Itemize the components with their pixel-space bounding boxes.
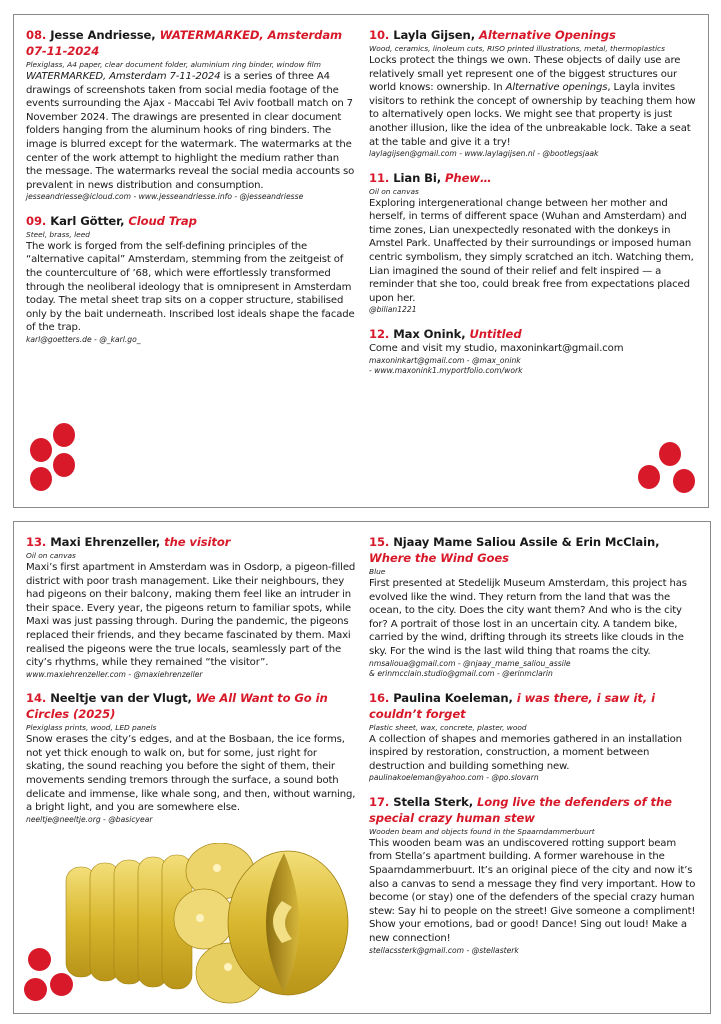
description: First presented at Stedelijk Museum Amsterdam, this project has evolved like the wind. They return from the land that was the ocean, to the city. Does the city want them? And who is the city for? A portrait of those lost in an uncertain city. A tandem bike, carried by the wind, drifting through its streets like clouds in the sky. For the wind is the last wild thing that roams the city. [369,578,687,657]
entry-title [26,690,358,722]
entry-number: 15. [369,535,390,549]
entry-title [26,27,358,59]
entry-12 [369,326,701,377]
contact-info: neeltje@neeltje.org - @basicyear [26,814,153,824]
artist-name: Maxi Ehrenzeller, [50,535,161,549]
red-dot-icon [53,423,75,447]
entry-number: 13. [26,535,47,549]
entry-11 [369,170,701,316]
work-title: Alternative Openings [478,28,616,42]
entry-15 [369,534,701,680]
contact-info: maxoninkart@gmail.com - @max_onink [369,355,521,365]
entry-number: 16. [369,690,390,705]
entry-14 [26,690,358,825]
entry-10 [369,27,701,160]
entry-title [369,170,701,186]
left-column [26,27,358,356]
red-dot-icon [28,948,51,971]
red-dot-icon [30,438,52,462]
right-column [369,27,701,387]
description [26,70,358,192]
right-column [369,534,701,966]
artist-name: Max Onink, [393,326,466,341]
contact-info: jesseandriesse@icloud.com - www.jesseandriesse.info - @jesseandriesse [26,192,304,202]
description: Exploring intergenerational change between her mother and herself, in terms of different space (Wuhan and Amsterdam) and time zones, Lian unexpectedly resonated with the donkeys in Amstel Park. Unaffected by their surroundings or imposed human centric symbolism, they simply scratched an itch. Watching them, Lian imagined the sound of their relief and felt inspired — a reminder that she too, could break free from expectations placed upon her. [369,197,694,304]
work-title: Cloud Trap [128,213,197,228]
entry-title [369,794,701,826]
red-dot-icon [30,467,52,491]
sculpture-image [52,843,352,1008]
entry-title [369,326,701,342]
entry-16 [369,690,701,784]
materials: Oil on canvas [369,186,419,196]
entry-title [26,213,358,229]
entry-number: 12. [369,326,390,341]
work-title: the visitor [164,535,231,549]
description: Come and visit my studio, maxoninkart@gmail.com [369,342,624,354]
work-title: Untitled [469,326,522,341]
work-title: Long live the defenders of the special crazy human stew [369,794,672,825]
red-dot-icon [673,469,695,493]
catalogue-page-2 [13,521,711,1014]
catalogue-page-1 [13,14,709,508]
artist-name: Karl Götter, [50,213,125,228]
work-title: WATERMARKED, Amsterdam 07-11-2024 [26,28,343,58]
contact-info: laylagijsen@gmail.com - www.laylagijsen.nl - @bootlegsjaak [369,149,599,159]
entry-title [369,690,701,722]
materials: Oil on canvas [26,551,76,560]
red-dot-icon [638,465,660,489]
description: Snow erases the city’s edges, and at the Bosbaan, the ice forms, not yet thick enough to walk on, but for some, just right for skating, the sound reaching you before the sight of them, their movements sending tremors through the surface, a sound both delicate and immense, like whale song, and then, without warning, a bright light, and you are somewhere else. [26,734,356,814]
entry-number: 11. [369,170,390,185]
description: This wooden beam was an undiscovered rotting support beam from Stella’s apartment building. A former warehouse in the Spaarndammerbuurt. It’s an original piece of the city and now it’s also a canvas to send a message they find very important. How to become (or stay) one of the defenders of the special crazy human stew: Say hi to people on the street! Give someone a compliment! Show your emotions, bad or good! Dance! Sing out loud! Make a new connection! [369,837,696,944]
entry-title [369,27,701,43]
contact-info: www.maxiehrenzeller.com - @maxiehrenzeller [26,669,203,679]
description-italic: Alternative openings [505,82,608,94]
artist-name: Neeltje van der Vlugt, [50,691,192,706]
entry-09 [26,213,358,346]
contact-info: karl@goetters.de - @_karl.go_ [26,335,141,344]
artist-name: Layla Gijsen, [393,28,476,42]
contact-info: @bilian1221 [369,305,417,315]
materials: Plexiglass prints, wood, LED panels [26,723,157,733]
artist-name: Lian Bi, [393,170,442,185]
red-dot-icon [53,453,75,477]
description [369,54,701,149]
entry-17 [369,794,701,956]
entry-title [369,534,701,566]
description-text: , Layla invites visitors to rethink the concept of ownership by teaching them how to alternatively open locks. We might see that property is just another illusion, like the idea of the unbreakable lock. Take a seat at the table and give it a try! [369,82,696,148]
contact-info: stellacssterk@gmail.com - @stellasterk [369,945,519,955]
description-lead: WATERMARKED, Amsterdam 7-11-2024 [26,71,221,82]
contact-info: nmsalioua@gmail.com - @njaay_mame_saliou_assile [369,658,571,668]
red-dot-icon [50,973,73,996]
contact-info-website: - www.maxonink1.myportfolio.com/work [369,366,523,375]
entry-number: 10. [369,28,390,42]
entry-13 [26,534,358,680]
materials: Wooden beam and objects found in the Spaarndammerbuurt [369,826,595,836]
description: Maxi’s first apartment in Amsterdam was in Osdorp, a pigeon-filled district with poor trash management. Like their neighbours, they had pigeons on their balcony, making them feel like an intruder in their space. Every year, the pigeons return to familiar spots, while Maxi was just passing through. During the pandemic, the pigeons replaced their friends, and they became fascinated by them. Maxi realised the pigeons were the true locals, seamlessly part of the city’s rhythms, while they remained “the visitor”. [26,562,356,669]
entry-number: 14. [26,691,47,706]
left-column [26,534,358,835]
entry-number: 09. [26,213,47,228]
entry-number: 08. [26,28,47,42]
materials: Wood, ceramics, linoleum cuts, RISO printed illustrations, metal, thermoplastics [369,44,665,53]
entry-title [26,534,358,550]
description: A collection of shapes and memories gathered in an installation inspired by restoration, construction, a moment between destruction and building something new. [369,733,682,772]
work-title: i was there, i saw it, i couldn’t forget [369,690,655,721]
red-dot-icon [659,442,681,466]
materials: Plastic sheet, wax, concrete, plaster, wood [369,722,527,732]
artist-name: Njaay Mame Saliou Assile & Erin McClain, [393,535,660,549]
work-title: Where the Wind Goes [369,551,509,565]
contact-info-second: & erinmcclain.studio@gmail.com - @erinmclarin [369,669,553,679]
materials: Blue [369,567,386,576]
work-title: We All Want to Go in Circles (2025) [26,691,328,722]
artist-name: Jesse Andriesse, [50,28,156,42]
description-text: Locks protect the things we own. These objects of daily use are relatively small yet represent one of the biggest structures our world knows: ownership. In [369,55,681,94]
contact-info: paulinakoeleman@yahoo.com - @po.slovarn [369,773,539,783]
work-title: Phew… [445,170,492,185]
artist-name: Paulina Koeleman, [393,690,513,705]
materials: Plexiglass, A4 paper, clear document folder, aluminium ring binder, window film [26,60,321,69]
entry-number: 17. [369,794,390,809]
red-dot-icon [24,978,47,1001]
entry-08 [26,27,358,203]
artist-name: Stella Sterk, [393,794,474,809]
description: The work is forged from the self-defining principles of the “alternative capital” Amsterdam, stemming from the zeitgeist of the counterculture of ’68, which were effortlessly transformed through the neoliberal ideology that is omnipresent in Amsterdam today. The metal sheet trap sits on a copper structure, stabilised only by the bait underneath. Inscribed lost ideals shape the facade of the trap. [26,240,355,334]
materials: Steel, brass, leed [26,229,90,239]
description-text: is a series of three A4 drawings of screenshots taken from social media footage of the events surrounding the Ajax - Maccabi Tel Aviv football match on 7 November 2024. The drawings are presented in clear document folders hanging from the aluminum hooks of ring binders. The image is blurred except for the watermark. The watermarks at the center of the work attempt to highlight the medium rather than the message. The watermarks reveal the social media accounts so prevalent in news distribution and consumption. [26,71,355,191]
